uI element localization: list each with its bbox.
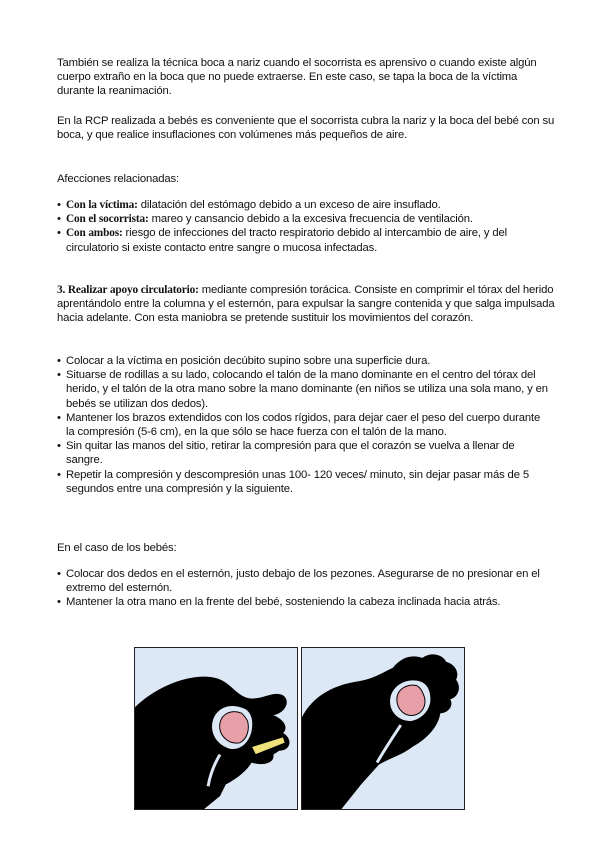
item-text: riesgo de infecciones del tracto respiratorio debido al intercambio de aire, y del circulatorio si existe contacto entre sangre o mucosa infectadas. (66, 227, 507, 254)
list-item (57, 226, 549, 254)
paragraph-mouth-to-nose: También se realiza la técnica boca a nariz cuando el socorrista es aprensivo o cuando existe algún cuerpo extraño en la boca que no puede extraerse. En este caso, se tapa la boca de la víctima durante la reanimación. (57, 57, 537, 98)
paragraph-babies-rcp: En la RCP realizada a bebés es conveniente que el socorrista cubra la nariz y la boca del bebé con su boca, y que realice insuflaciones con volúmenes más pequeños de aire. (57, 115, 555, 142)
item-label: Con ambos: (66, 227, 123, 240)
list-item: • Colocar dos dedos en el esternón, justo debajo de los pezones. Asegurarse de no presionar en el extremo del esternón. (57, 567, 549, 595)
list-item: • Mantener la otra mano en la frente del bebé, sosteniendo la cabeza inclinada hacia atrás. (57, 595, 549, 609)
afecciones-list (57, 198, 549, 255)
paragraph-circulatory-support (57, 283, 557, 326)
section-text: mediante compresión torácica. Consiste en comprimir el tórax del herido aprentándolo entre la columna y el esternón, para expulsar la sangre contenida y que salga impulsada hacia adelante. Con esta maniobra se pretende sustituir los movimientos del corazón. (57, 284, 555, 325)
list-item: • Repetir la compresión y descompresión unas 100- 120 veces/ minuto, sin dejar pasar más de 5 segundos entre una compresión y la siguiente. (57, 468, 549, 496)
item-label: Con el socorrista: (66, 213, 149, 226)
section-label: 3. Realizar apoyo circulatorio: (57, 284, 199, 296)
airway-open-illustration (301, 647, 465, 810)
list-item: • Colocar a la víctima en posición decúbito supino sobre una superficie dura. (57, 354, 549, 368)
heading-bebes: En el caso de los bebés: (57, 542, 177, 554)
list-item (57, 212, 549, 226)
item-label: Con la víctima: (66, 199, 138, 211)
list-item: • Mantener los brazos extendidos con los codos rígidos, para dejar caer el peso del cuerpo durante la compresión (5-6 cm), en la que sólo se hace fuerza con el talón de la mano. (57, 411, 549, 439)
head-silhouette-obstructed (135, 648, 297, 809)
head-silhouette-open (302, 648, 464, 809)
bebes-list (57, 567, 549, 610)
airway-obstructed-illustration (134, 647, 298, 810)
heading-afecciones: Afecciones relacionadas: (57, 173, 179, 185)
item-text: mareo y cansancio debido a la excesiva frecuencia de ventilación. (148, 213, 473, 226)
list-item: • Sin quitar las manos del sitio, retirar la compresión para que el corazón se vuelva a llenar de sangre. (57, 439, 549, 467)
compression-steps-list (57, 354, 549, 496)
list-item: • Situarse de rodillas a su lado, colocando el talón de la mano dominante en el centro del tórax del herido, y el talón de la otra mano sobre la mano dominante (en niños se utiliza una sola mano, y en bebés se utilizan dos dedos). (57, 368, 549, 411)
list-item (57, 198, 549, 212)
item-text: dilatación del estómago debido a un exceso de aire insuflado. (137, 199, 441, 211)
